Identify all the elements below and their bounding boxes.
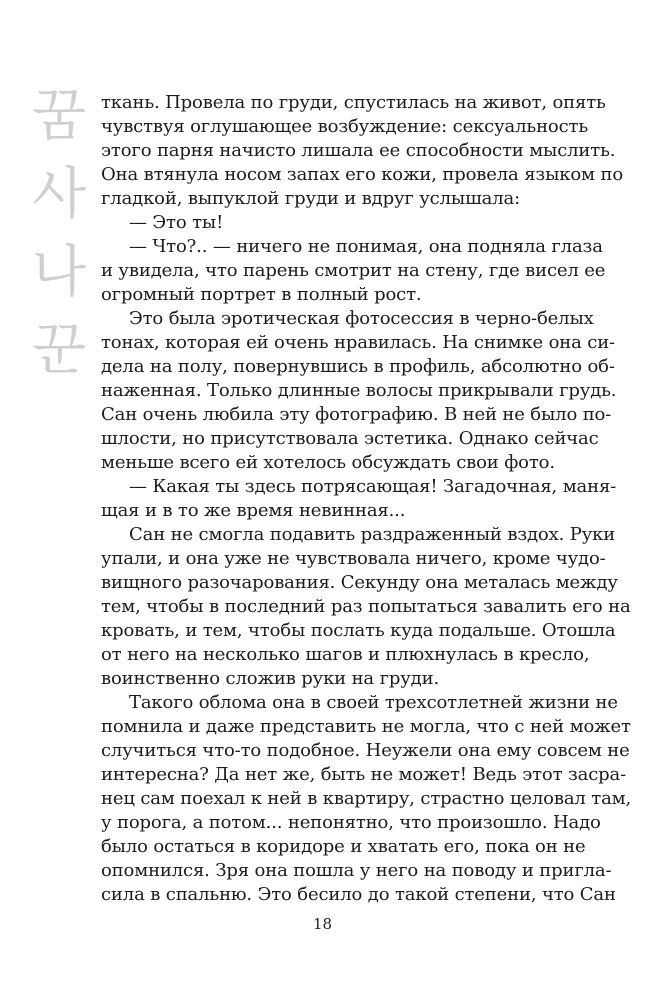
text-line: воинственно сложив руки на груди. <box>101 668 440 689</box>
text-line: Такого облома она в своей трехсотлетней жизни не <box>129 692 618 713</box>
text-line: кровать, и тем, чтобы послать куда подальше. Отошла <box>101 620 616 641</box>
title-glyph: 나 <box>31 240 87 305</box>
text-line: у порога, а потом... непонятно, что произошло. Надо <box>101 812 601 833</box>
text-line: Это была эротическая фотосессия в черно-белых <box>129 308 594 329</box>
vertical-korean-title <box>20 78 98 390</box>
text-line: чувствуя оглушающее возбуждение: сексуальность <box>101 116 588 137</box>
text-line: щая и в то же время невинная... <box>101 500 406 521</box>
text-line: помнила и даже представить не могла, что с ней может <box>101 716 631 737</box>
text-line: гладкой, выпуклой груди и вдруг услышала: <box>101 188 521 209</box>
text-line: тем, чтобы в последний раз попытаться завалить его на <box>101 596 631 617</box>
text-line: этого парня начисто лишала ее способности мыслить. <box>101 140 616 161</box>
title-glyph: 사 <box>31 162 87 227</box>
text-line: — Это ты! <box>129 212 224 233</box>
text-line: Она втянула носом запах его кожи, провела языком по <box>101 164 624 185</box>
text-line: вищного разочарования. Секунду она металась между <box>101 572 618 593</box>
text-line: опомнился. Зря она пошла у него на поводу и пригла- <box>101 860 612 881</box>
text-line: и увидела, что парень смотрит на стену, где висел ее <box>101 260 606 281</box>
text-line: наженная. Только длинные волосы прикрывали грудь. <box>101 380 617 401</box>
text-line: дела на полу, повернувшись в профиль, абсолютно об- <box>101 356 615 377</box>
text-line: — Что?.. — ничего не понимая, она подняла глаза <box>129 236 603 257</box>
text-line: Сан очень любила эту фотографию. В ней не было по- <box>101 404 612 425</box>
text-line: упали, и она уже не чувствовала ничего, кроме чудо- <box>101 548 606 569</box>
text-line: Сан не смогла подавить раздраженный вздох. Руки <box>129 524 616 545</box>
text-line: шлости, но присутствовала эстетика. Однако сейчас <box>101 428 599 449</box>
text-line: тонах, которая ей очень нравилась. На снимке она си- <box>101 332 615 353</box>
text-line: ткань. Провела по груди, спустилась на живот, опять <box>101 92 606 113</box>
text-line: нец сам поехал к ней в квартиру, страстно целовал там, <box>101 788 632 809</box>
text-line: интересна? Да нет же, быть не может! Ведь этот засра- <box>101 764 627 785</box>
text-line: огромный портрет в полный рост. <box>101 284 422 305</box>
text-line: было остаться в коридоре и хватать его, пока он не <box>101 836 586 857</box>
text-line: от него на несколько шагов и плюхнулась в кресло, <box>101 644 590 665</box>
title-glyph: 꿈 <box>31 84 87 149</box>
text-line: случиться что-то подобное. Неужели она ему совсем не <box>101 740 630 761</box>
body-text <box>101 91 632 907</box>
page-number: 18 <box>312 915 333 933</box>
text-line: — Какая ты здесь потрясающая! Загадочная, маня- <box>129 476 617 497</box>
text-line: сила в спальню. Это бесило до такой степени, что Сан <box>101 884 616 905</box>
title-glyph: 꾼 <box>31 318 87 383</box>
text-line: меньше всего ей хотелось обсуждать свои фото. <box>101 452 555 473</box>
